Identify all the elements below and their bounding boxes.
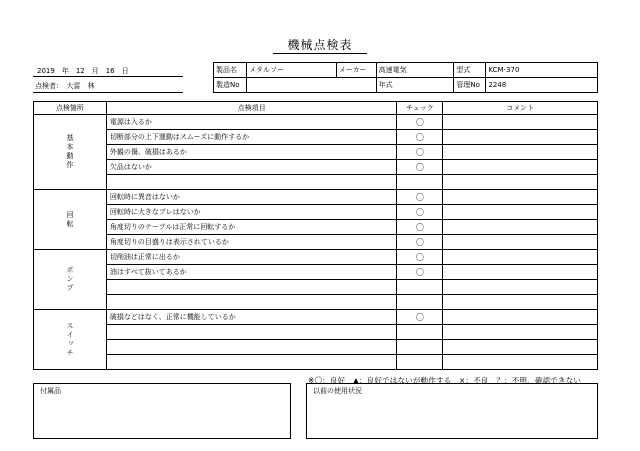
comment-cell	[443, 340, 598, 355]
inspection-table	[33, 101, 598, 370]
comment-cell	[443, 220, 598, 235]
year-label: 年式	[378, 81, 393, 89]
table-row	[34, 340, 598, 355]
inspection-item	[106, 175, 397, 190]
check-mark	[397, 280, 443, 295]
usage-label: 以前の使用状況	[313, 387, 362, 395]
table-row	[34, 235, 598, 250]
accessories-label: 付属品	[40, 387, 61, 395]
check-mark: 〇	[397, 190, 443, 205]
inspector-name: 大雷 林	[66, 82, 95, 90]
inspection-date: 2019 年 12 月 16 日	[33, 66, 183, 77]
mgmt-label: 管理No	[454, 78, 486, 93]
inspection-item: 油はすべて抜いてあるか	[106, 265, 397, 280]
inspection-item: 回転時に異音はないか	[106, 190, 397, 205]
comment-cell	[443, 250, 598, 265]
inspector-line	[33, 81, 183, 93]
inspection-item: 角度切りのテーブルは正常に回転するか	[106, 220, 397, 235]
inspection-item: 電源は入るか	[106, 115, 397, 130]
check-mark: 〇	[397, 130, 443, 145]
inspection-item	[106, 295, 397, 310]
inspection-item: 角度切りの目盛りは表示されているか	[106, 235, 397, 250]
accessories-box	[33, 383, 291, 439]
comment-cell	[443, 115, 598, 130]
section-label: 回転	[34, 190, 107, 250]
legend-note: ※〇：良好 ▲：良好ではないが動作する ×：不良 ？：不明、確認できない	[308, 376, 582, 385]
table-row	[34, 220, 598, 235]
check-mark: 〇	[397, 250, 443, 265]
table-row	[34, 355, 598, 370]
check-mark	[397, 355, 443, 370]
comment-cell	[443, 310, 598, 325]
table-row	[34, 190, 598, 205]
check-mark: 〇	[397, 310, 443, 325]
inspection-item	[106, 280, 397, 295]
comment-cell	[443, 160, 598, 175]
comment-cell	[443, 235, 598, 250]
header-check: チェック	[397, 102, 443, 115]
table-row	[34, 280, 598, 295]
comment-cell	[443, 265, 598, 280]
inspection-item: 欠品はないか	[106, 160, 397, 175]
year-cell	[376, 78, 454, 93]
mgmt-value: 2248	[486, 78, 598, 93]
inspection-item: 切断部分の上下運動はスムーズに動作するか	[106, 130, 397, 145]
product-name-label: 製品名	[214, 63, 247, 78]
usage-box	[306, 383, 598, 439]
inspector-label: 点検者：	[35, 82, 60, 90]
section-label: ポンプ	[34, 250, 107, 310]
inspection-item	[106, 355, 397, 370]
comment-cell	[443, 175, 598, 190]
section-label: スイッチ	[34, 310, 107, 370]
comment-cell	[443, 190, 598, 205]
check-mark: 〇	[397, 220, 443, 235]
maker-label: メーカー	[336, 63, 376, 78]
inspection-item: 外観の傷、破損はあるか	[106, 145, 397, 160]
table-row	[34, 145, 598, 160]
check-mark	[397, 325, 443, 340]
serial-label: 製造No	[214, 78, 247, 93]
check-mark: 〇	[397, 145, 443, 160]
check-mark	[397, 175, 443, 190]
check-mark	[397, 340, 443, 355]
check-mark: 〇	[397, 160, 443, 175]
header-location: 点検箇所	[34, 102, 107, 115]
inspection-item: 破損などはなく、正常に機能しているか	[106, 310, 397, 325]
table-row	[34, 175, 598, 190]
product-name-value: メタルソー	[246, 63, 336, 78]
model-value: KCM-370	[486, 63, 598, 78]
machine-info-table	[213, 62, 598, 93]
comment-cell	[443, 205, 598, 220]
model-label: 型式	[454, 63, 486, 78]
maker-value: 高速電気	[376, 63, 454, 78]
header-item: 点検項目	[106, 102, 397, 115]
comment-cell	[443, 325, 598, 340]
check-mark: 〇	[397, 265, 443, 280]
table-row	[34, 115, 598, 130]
check-mark: 〇	[397, 205, 443, 220]
table-row	[34, 160, 598, 175]
inspection-item: 切削油は正常に出るか	[106, 250, 397, 265]
table-row	[34, 325, 598, 340]
inspection-item	[106, 325, 397, 340]
serial-value	[246, 78, 376, 93]
inspection-item: 回転時に大きなブレはないか	[106, 205, 397, 220]
table-row	[34, 250, 598, 265]
comment-cell	[443, 130, 598, 145]
comment-cell	[443, 295, 598, 310]
page-title: 機械点検表	[0, 36, 640, 53]
section-label: 基本動作	[34, 115, 107, 190]
table-row	[34, 310, 598, 325]
check-mark	[397, 295, 443, 310]
inspection-item	[106, 340, 397, 355]
header-comment: コメント	[443, 102, 598, 115]
table-row	[34, 205, 598, 220]
comment-cell	[443, 280, 598, 295]
check-mark: 〇	[397, 235, 443, 250]
table-row	[34, 295, 598, 310]
comment-cell	[443, 355, 598, 370]
table-row	[34, 130, 598, 145]
table-row	[34, 265, 598, 280]
comment-cell	[443, 145, 598, 160]
check-mark: 〇	[397, 115, 443, 130]
